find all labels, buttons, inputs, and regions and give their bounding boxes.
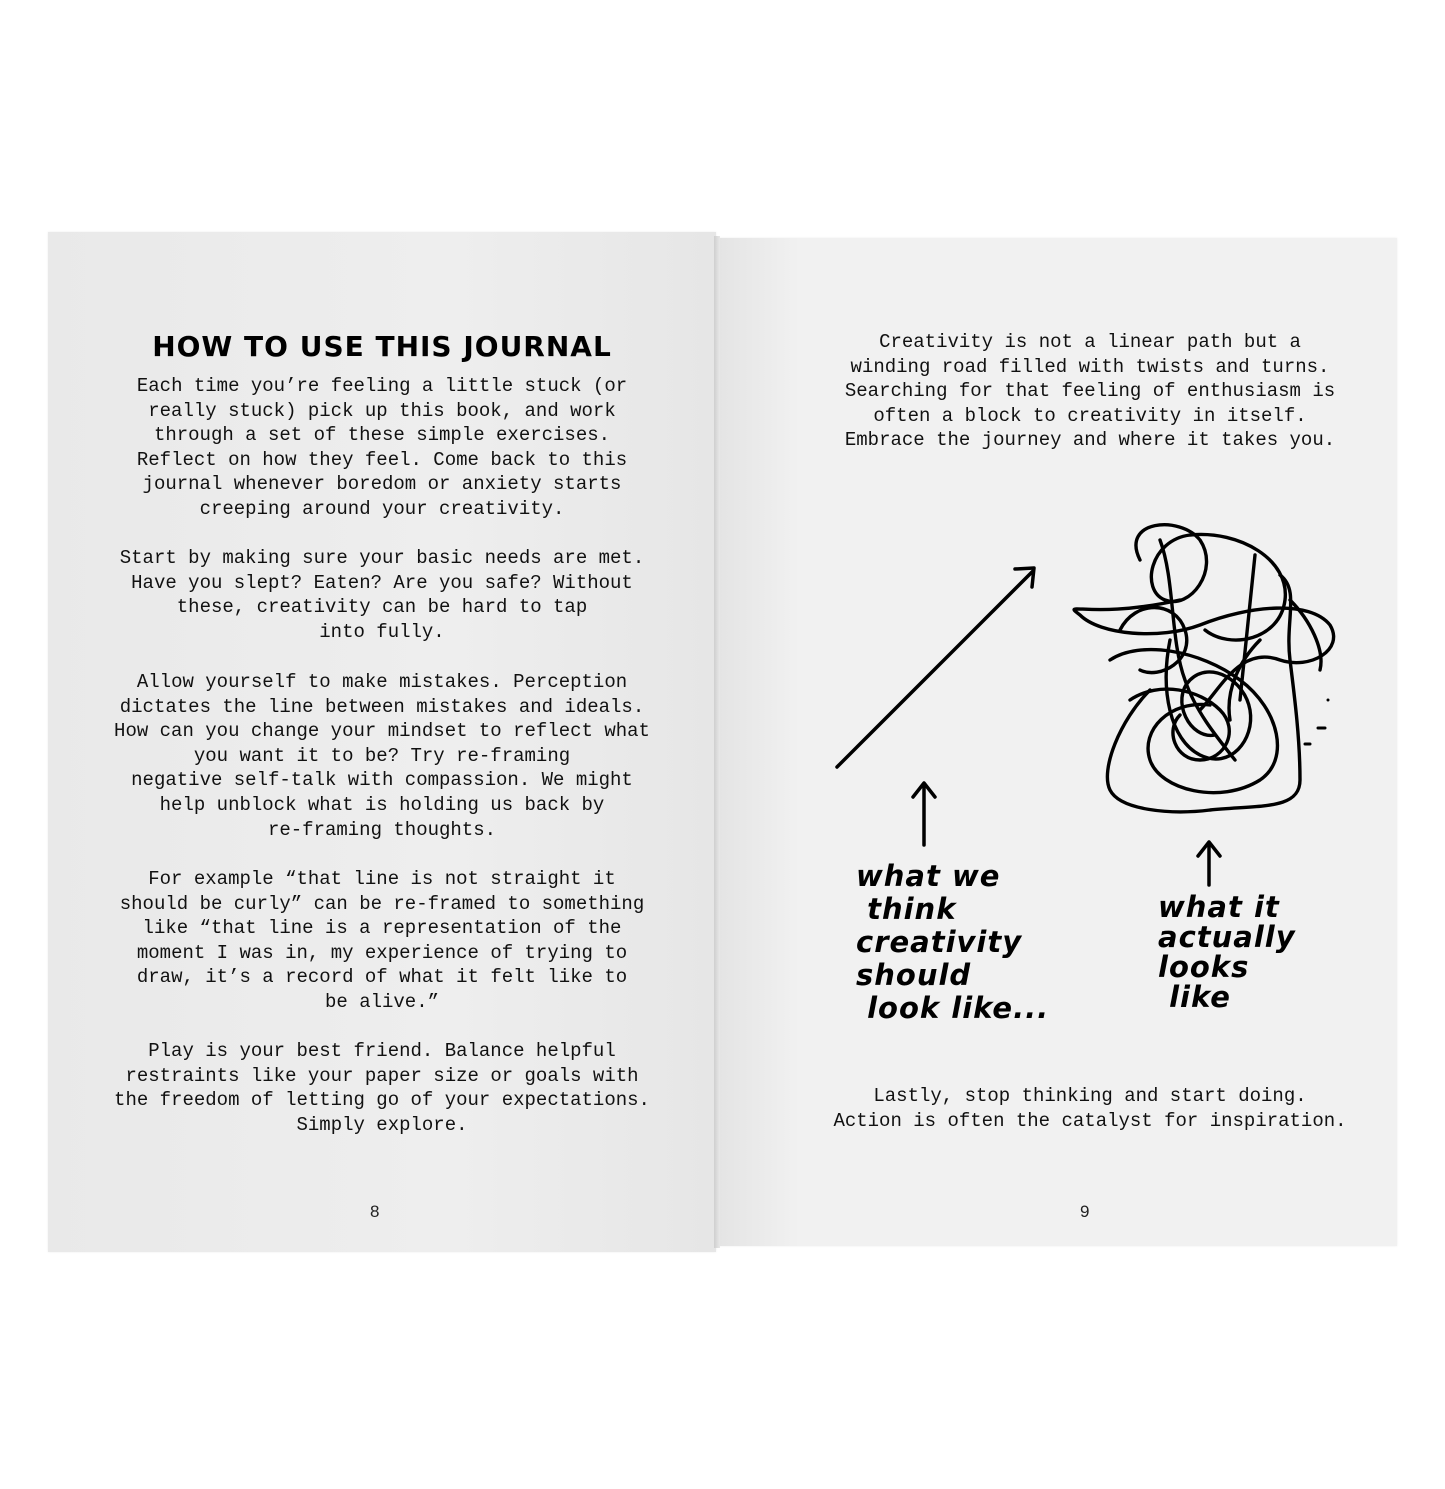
page-title: HOW TO USE THIS JOURNAL bbox=[152, 330, 612, 363]
paragraph-play: Play is your best friend. Balance helpful restraints like your paper size or goals with the freedom of letting go of your expectations. Simply explore. bbox=[114, 1040, 650, 1136]
handwritten-label-reality: what it actually looks like bbox=[1158, 890, 1296, 1014]
paragraph-intro: Each time you’re feeling a little stuck (or really stuck) pick up this book, and work through a set of these simple exercises. Reflect on how they feel. Come back to this journal whenever boredom or anxiety starts creeping around your creativity. bbox=[136, 375, 628, 520]
paragraph-mistakes: Allow yourself to make mistakes. Perception dictates the line between mistakes and ideals. How can you change your mindset to reflect what you want it to be? Try re-framing negative self-talk with compassion. We might help unblock what is holding us back by re-framing thoughts. bbox=[114, 671, 650, 841]
page-number-left: 8 bbox=[370, 1202, 380, 1221]
paragraph-example: For example “that line is not straight it should be curly” can be re-framed to something like “that line is a representation of the moment I was in, my experience of trying to draw, it’s a record of what it felt like to be alive.” bbox=[119, 868, 645, 1013]
paragraph-closing: Lastly, stop thinking and start doing. Action is often the catalyst for inspiration. bbox=[833, 1085, 1347, 1132]
scribble-dot bbox=[1327, 699, 1330, 702]
page-number-right: 9 bbox=[1080, 1202, 1090, 1221]
straight-line-arrow bbox=[837, 571, 1033, 767]
paragraph-creativity-intro: Creativity is not a linear path but a winding road filled with twists and turns. Searching for that feeling of enthusiasm is often a block to creativity in itself. Embrace the journey and where it takes you. bbox=[844, 331, 1336, 452]
up-arrow-right-icon bbox=[1198, 842, 1220, 885]
up-arrow-left-icon bbox=[913, 783, 935, 845]
paragraph-basic-needs: Start by making sure your basic needs are met. Have you slept? Eaten? Are you safe? Without these, creativity can be hard to tap into fully. bbox=[119, 547, 645, 643]
scribble-drawing bbox=[1074, 525, 1334, 812]
handwritten-label-expectation: what we think creativity should look like... bbox=[856, 859, 1050, 1025]
